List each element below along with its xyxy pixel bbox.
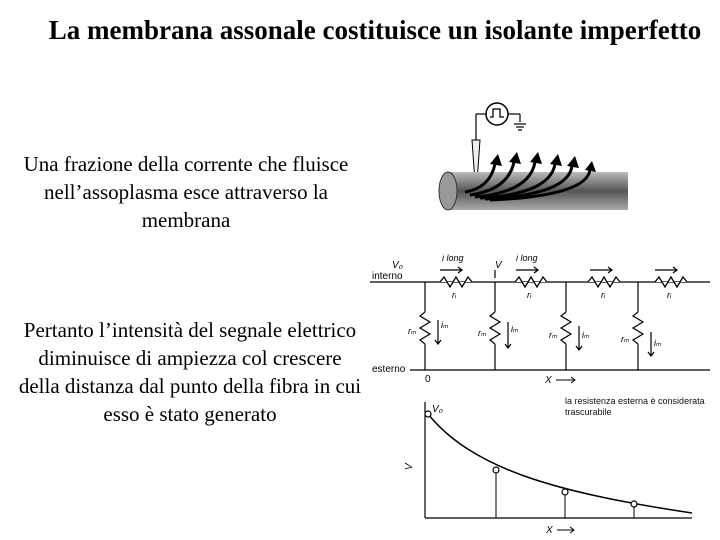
rm-label-1: rₘ bbox=[408, 326, 417, 336]
ri-label-4: rᵢ bbox=[667, 290, 672, 300]
stimulator-icon bbox=[476, 103, 526, 140]
x-label: X bbox=[545, 375, 552, 386]
plot-y-label: V bbox=[404, 463, 415, 470]
paragraph-current-leak: Una frazione della corrente che fluisce nell’assoplasma esce attraverso la membrana bbox=[23, 152, 349, 232]
page-title: La membrana assonale costituisce un isolante imperfetto bbox=[48, 15, 702, 45]
im-label-3: iₘ bbox=[582, 330, 590, 340]
external-resistance-note: la resistenza esterna è considerata trascurabile bbox=[565, 396, 705, 417]
origin-label: 0 bbox=[425, 374, 431, 385]
rm-label-4: rₘ bbox=[621, 334, 630, 344]
decay-curve bbox=[428, 414, 692, 513]
sample-point bbox=[425, 411, 431, 417]
ri-label-1: rᵢ bbox=[452, 290, 457, 300]
paragraph-signal-decay: Pertanto l’intensità del segnale elettrico diminuisce di ampiezza col crescere della distanza dal punto della fibra in cui esso è stato generato bbox=[18, 318, 362, 426]
ri-label-2: rᵢ bbox=[527, 290, 532, 300]
interno-label: interno bbox=[372, 271, 403, 282]
cable-circuit-diagram bbox=[370, 252, 715, 392]
ilong-label-1: i long bbox=[442, 253, 464, 263]
ilong-label-2: i long bbox=[516, 253, 538, 263]
rm-label-3: rₘ bbox=[549, 330, 558, 340]
rm-label-2: rₘ bbox=[478, 328, 487, 338]
v-label: V bbox=[495, 260, 502, 271]
vo-label: V₀ bbox=[392, 260, 403, 271]
axon-illustration bbox=[420, 92, 640, 227]
sample-point bbox=[631, 501, 637, 507]
sample-point bbox=[493, 467, 499, 473]
plot-x-label: X bbox=[546, 525, 553, 536]
im-label-4: iₘ bbox=[654, 338, 662, 348]
ri-label-3: rᵢ bbox=[601, 290, 606, 300]
im-label-1: iₘ bbox=[441, 320, 449, 330]
im-label-2: iₘ bbox=[511, 324, 519, 334]
voltage-decay-plot bbox=[392, 400, 697, 540]
sample-point bbox=[562, 489, 568, 495]
plot-vo-label: V₀ bbox=[432, 404, 443, 415]
esterno-label: esterno bbox=[372, 364, 406, 375]
